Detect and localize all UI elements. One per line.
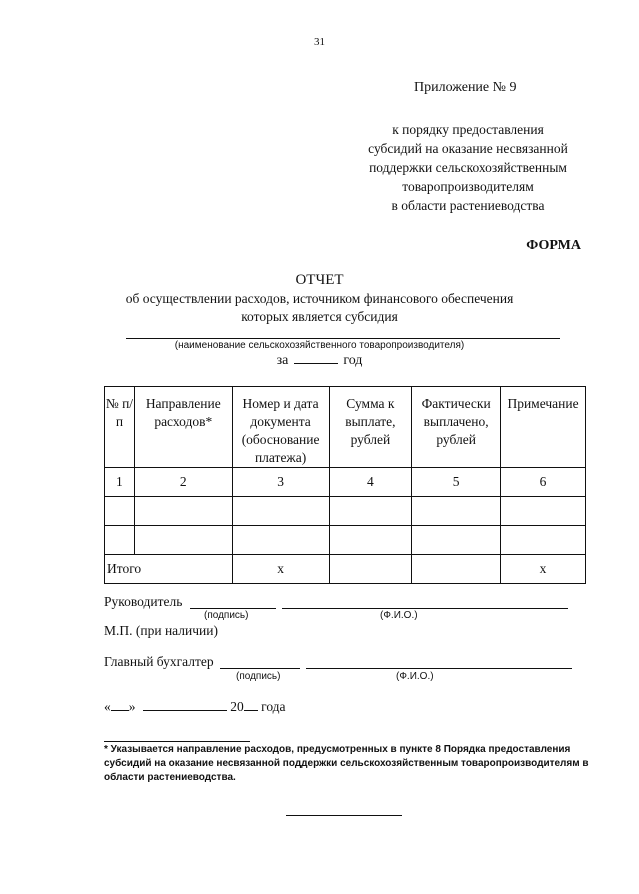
table-cell[interactable] [105, 526, 135, 555]
table-row [105, 497, 586, 526]
accountant-signature-caption: (подпись) [236, 671, 281, 682]
date-year-blank[interactable] [244, 710, 258, 711]
table-row [105, 526, 586, 555]
accountant-label: Главный бухгалтер [104, 654, 214, 669]
footnote: * Указывается направление расходов, предусмотренных в пункте 8 Порядка предоставления субсидий на оказание несвязанной поддержки сельскохозяйственным товаропроизводителям в области растениеводства. [104, 744, 589, 783]
period-suffix: год [343, 353, 363, 368]
accountant-name-caption: (Ф.И.О.) [396, 671, 434, 682]
table-cell[interactable] [232, 497, 329, 526]
stamp-label: М.П. (при наличии) [104, 623, 218, 638]
appendix-subtitle-line: товаропроизводителям [402, 179, 534, 194]
appendix-subtitle-line: к порядку предоставления [392, 122, 544, 137]
date-open-quote: « [104, 699, 111, 714]
total-cell[interactable] [412, 555, 501, 584]
appendix-subtitle-line: в области растениеводства [391, 198, 545, 213]
table-cell[interactable] [329, 497, 412, 526]
footnote-divider [104, 741, 250, 742]
report-subtitle-line: об осуществлении расходов, источником финансового обеспечения [125, 291, 514, 306]
form-label: ФОРМА [526, 238, 581, 253]
appendix-subtitle [340, 120, 596, 215]
table-header-row [105, 387, 586, 468]
table-cell[interactable] [501, 497, 586, 526]
report-table [104, 386, 586, 584]
date-month-blank[interactable] [143, 710, 227, 711]
column-number: 5 [412, 468, 501, 497]
table-cell[interactable] [329, 526, 412, 555]
head-signature-line[interactable] [190, 608, 276, 609]
table-cell[interactable] [232, 526, 329, 555]
period-prefix: за [276, 353, 289, 368]
total-cell[interactable] [329, 555, 412, 584]
total-cell: х [232, 555, 329, 584]
table-total-row [105, 555, 586, 584]
header-cell: Примечание [501, 387, 586, 468]
column-number: 3 [232, 468, 329, 497]
header-cell: № п/п [105, 387, 135, 468]
table-cell[interactable] [412, 526, 501, 555]
report-subtitle [0, 290, 639, 326]
column-number: 4 [329, 468, 412, 497]
total-label: Итого [105, 555, 233, 584]
header-cell: Сумма к выплате, рублей [329, 387, 412, 468]
table-cell[interactable] [134, 526, 232, 555]
total-cell: х [501, 555, 586, 584]
column-number: 6 [501, 468, 586, 497]
appendix-title: Приложение № 9 [414, 80, 517, 95]
page-number: 31 [314, 36, 325, 48]
header-cell: Фактически выплачено, рублей [412, 387, 501, 468]
report-subtitle-line: которых является субсидия [241, 309, 398, 324]
date-day-blank[interactable] [111, 710, 129, 711]
header-cell: Номер и дата документа (обоснование платежа) [232, 387, 329, 468]
appendix-subtitle-line: субсидий на оказание несвязанной [368, 141, 568, 156]
bottom-divider [286, 815, 402, 816]
accountant-name-line[interactable] [306, 668, 572, 669]
header-cell: Направление расходов* [134, 387, 232, 468]
table-cell[interactable] [412, 497, 501, 526]
period-year-blank[interactable] [294, 363, 338, 364]
head-name-caption: (Ф.И.О.) [380, 610, 418, 621]
date-year-prefix: 20 [230, 699, 244, 714]
date-suffix: года [261, 699, 286, 714]
column-number: 1 [105, 468, 135, 497]
head-label: Руководитель [104, 594, 183, 609]
table-cell[interactable] [105, 497, 135, 526]
column-number: 2 [134, 468, 232, 497]
org-name-line[interactable] [126, 338, 560, 339]
report-period [0, 353, 639, 369]
report-title: ОТЧЕТ [295, 272, 344, 288]
head-name-line[interactable] [282, 608, 568, 609]
table-cell[interactable] [134, 497, 232, 526]
table-number-row [105, 468, 586, 497]
accountant-signature-line[interactable] [220, 668, 300, 669]
table-cell[interactable] [501, 526, 586, 555]
date-close-quote: » [128, 699, 136, 714]
appendix-subtitle-line: поддержки сельскохозяйственным [369, 160, 567, 175]
head-signature-caption: (подпись) [204, 610, 249, 621]
date-line [104, 699, 286, 715]
org-name-caption: (наименование сельскохозяйственного товаропроизводителя) [174, 340, 465, 351]
